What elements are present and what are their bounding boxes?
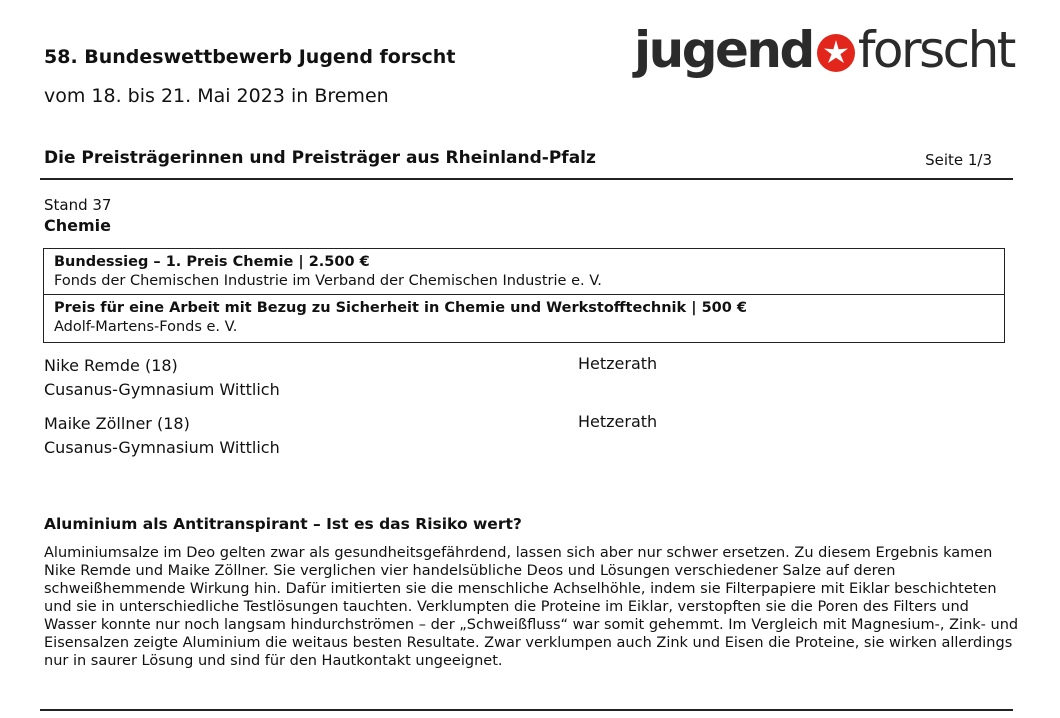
project-title: Aluminium als Antitranspirant – Ist es das Risiko wert? (44, 515, 522, 533)
prize-box (43, 294, 1005, 343)
prize-title: Preis für eine Arbeit mit Bezug zu Sicherheit in Chemie und Werkstofftechnik | 500 € (54, 300, 747, 316)
header-divider (40, 178, 1013, 180)
participant-city: Hetzerath (578, 354, 658, 373)
prize-box (43, 248, 1005, 295)
footer-divider (40, 709, 1013, 711)
page-number: Seite 1/3 (925, 151, 992, 169)
project-description: Aluminiumsalze im Deo gelten zwar als gesundheitsgefährdend, lassen sich aber nur schwer ersetzen. Zu diesem Ergebnis kamen Nike Remde und Maike Zöllner. Sie verglichen vier handelsübliche Deos und Lösungen verschiedener Salze auf deren schweißhemmende Wirkung hin. Dafür imitierten sie die menschliche Achselhöhle, indem sie Filterpapiere mit Eiklar beschichteten und sie in unterschiedliche Testlösungen tauchten. Verklumpten die Proteine im Eiklar, verstopften sie die Poren des Filters und Wasser konnte nur noch langsam hindurchströmen – der „Schweißfluss“ war somit gehemmt. Im Vergleich mit Magnesium-, Zink- und Eisensalzen zeigte Aluminium die weitaus besten Resultate. Zwar verklumpen auch Zink und Eisen die Proteine, sie wirken allerdings nur in saurer Lösung und sind für den Hautkontakt ungeeignet. (44, 545, 1019, 669)
category-label: Chemie (44, 216, 111, 235)
prize-sponsor: Fonds der Chemischen Industrie im Verband der Chemischen Industrie e. V. (54, 273, 602, 289)
participant-name: Maike Zöllner (18) (44, 414, 190, 433)
event-date-location: vom 18. bis 21. Mai 2023 in Bremen (44, 85, 389, 107)
jugend-forscht-logo (634, 20, 1014, 80)
participant-school: Cusanus-Gymnasium Wittlich (44, 438, 280, 457)
participant-school: Cusanus-Gymnasium Wittlich (44, 380, 280, 399)
participant-city: Hetzerath (578, 412, 658, 431)
document-title: 58. Bundeswettbewerb Jugend forscht (44, 46, 456, 68)
participant-name: Nike Remde (18) (44, 356, 178, 375)
logo-word-forscht: forscht (857, 21, 1014, 79)
section-heading: Die Preisträgerinnen und Preisträger aus Rheinland-Pfalz (44, 148, 596, 168)
prize-sponsor: Adolf-Martens-Fonds e. V. (54, 319, 238, 335)
prize-title: Bundessieg – 1. Preis Chemie | 2.500 € (54, 254, 370, 270)
logo-word-jugend: jugend (634, 21, 813, 79)
star-logo-icon (816, 33, 856, 73)
stand-number: Stand 37 (44, 196, 112, 214)
